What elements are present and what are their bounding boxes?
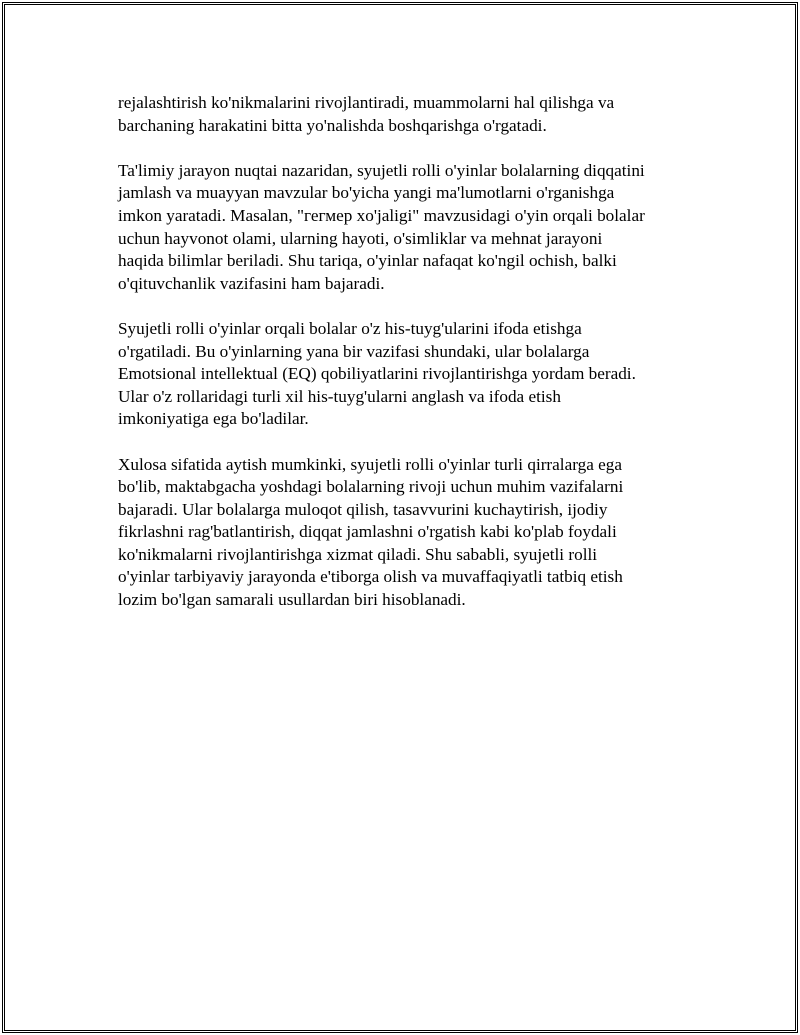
paragraph-3: Syujetli rolli o'yinlar orqali bolalar o'z his-tuyg'ularini ifoda etishga o'rgatiladi. Bu o'yinlarning yana bir vazifasi shundaki, ular bolalarga Emotsional intellektual (EQ) qobiliyatlarini rivojlantirishga yordam beradi. Ular o'z rollaridagi turli xil his-tuyg'ularni anglash va ifoda etish imkoniyatiga ega bo'ladilar. <box>118 318 636 429</box>
paragraph-4: Xulosa sifatida aytish mumkinki, syujetli rolli o'yinlar turli qirralarga ega bo'lib, maktabgacha yoshdagi bolalarning rivoji uchun muhim vazifalarni bajaradi. Ular bolalarga muloqot qilish, tasavvurini kuchaytirish, ijodiy fikrlashni rag'batlantirish, diqqat jamlashni o'rgatish kabi ko'plab foydali ko'nikmalarni rivojlantirishga xizmat qiladi. Shu sababli, syujetli rolli o'yinlar tarbiyaviy jarayonda e'tiborga olish va muvaffaqiyatli tatbiq etish lozim bo'lgan samarali usullardan biri hisoblanadi. <box>118 454 624 610</box>
paragraph-1: rejalashtirish ko'nikmalarini rivojlantiradi, muammolarni hal qilishga va barchaning harakatini bitta yo'nalishda boshqarishga o'rgatadi. <box>118 93 615 135</box>
document-body <box>118 92 698 634</box>
paragraph-2: Ta'limiy jarayon nuqtai nazaridan, syujetli rolli o'yinlar bolalarning diqqatini jamlash va muayyan mavzular bo'yicha yangi ma'lumotlarni o'rganishga imkon yaratadi. Masalan, "гегмер xo'jaligi" mavzusidagi o'yin orqali bolalar uchun hayvonot olami, ularning hayoti, o'simliklar va mehnat jarayoni haqida bilimlar beriladi. Shu tariqa, o'yinlar nafaqat ko'ngil ochish, balki o'qituvchanlik vazifasini ham bajaradi. <box>118 160 645 293</box>
